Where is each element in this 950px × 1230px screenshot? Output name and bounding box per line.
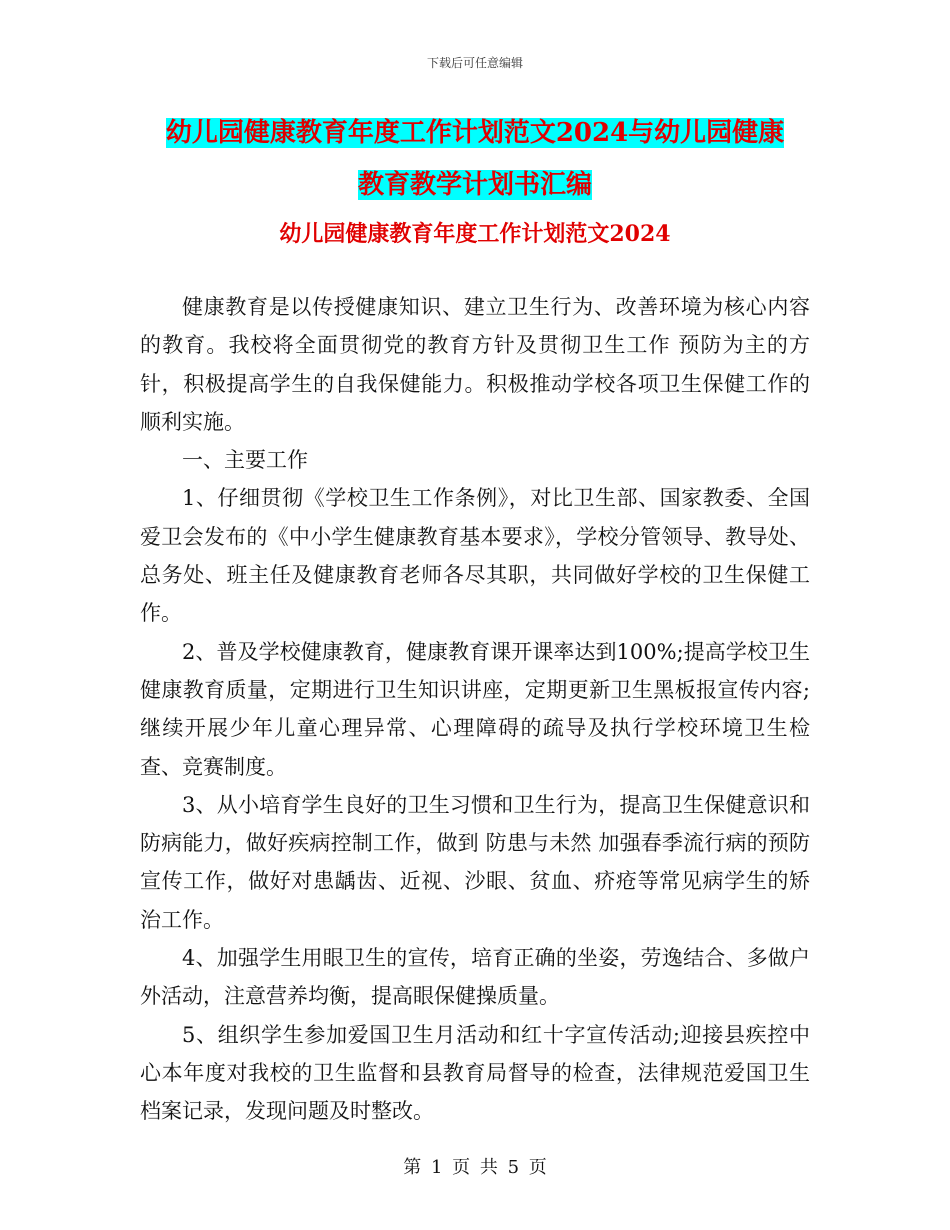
page-footer: 第 1 页 共 5 页 <box>403 1157 547 1178</box>
heading-main-work: 一、主要工作 <box>182 448 308 473</box>
document-body <box>140 288 810 1131</box>
document-title <box>100 107 850 211</box>
paragraph-item-2: 2、普及学校健康教育，健康教育课开课率达到100%;提高学校卫生健康教育质量，定期进行卫生知识讲座，定期更新卫生黑板报宣传内容;继续开展少年儿童心理异常、心理障碍的疏导及执行学校环境卫生检查、竞赛制度。 <box>140 639 810 779</box>
paragraph-item-1: 1、仔细贯彻《学校卫生工作条例》，对比卫生部、国家教委、全国爱卫会发布的《中小学生健康教育基本要求》，学校分管领导、教导处、总务处、班主任及健康教育老师各尽其职，共同做好学校的卫生保健工作。 <box>140 486 810 626</box>
document-title-line-2: 教育教学计划书汇编 <box>357 170 592 200</box>
document-title-line-1: 幼儿园健康教育年度工作计划范文2024与幼儿园健康 <box>165 118 785 148</box>
section-title: 幼儿园健康教育年度工作计划范文2024 <box>279 221 671 247</box>
paragraph-item-5: 5、组织学生参加爱国卫生月活动和红十字宣传活动;迎接县疾控中心本年度对我校的卫生监督和县教育局督导的检查，法律规范爱国卫生档案记录，发现问题及时整改。 <box>140 1022 810 1124</box>
paragraph-intro: 健康教育是以传授健康知识、建立卫生行为、改善环境为核心内容的教育。我校将全面贯彻党的教育方针及贯彻卫生工作 预防为主的方针，积极提高学生的自我保健能力。积极推动学校各项卫生保健工作的顺利实施。 <box>140 295 810 434</box>
header-note: 下载后可任意编辑 <box>426 56 523 70</box>
paragraph-item-3: 3、从小培育学生良好的卫生习惯和卫生行为，提高卫生保健意识和防病能力，做好疾病控制工作，做到 防患与未然 加强春季流行病的预防宣传工作，做好对患龋齿、近视、沙眼、贫血、疥疮等常见病学生的矫治工作。 <box>140 792 810 932</box>
paragraph-item-4: 4、加强学生用眼卫生的宣传，培育正确的坐姿，劳逸结合、多做户外活动，注意营养均衡，提高眼保健操质量。 <box>140 946 810 1009</box>
